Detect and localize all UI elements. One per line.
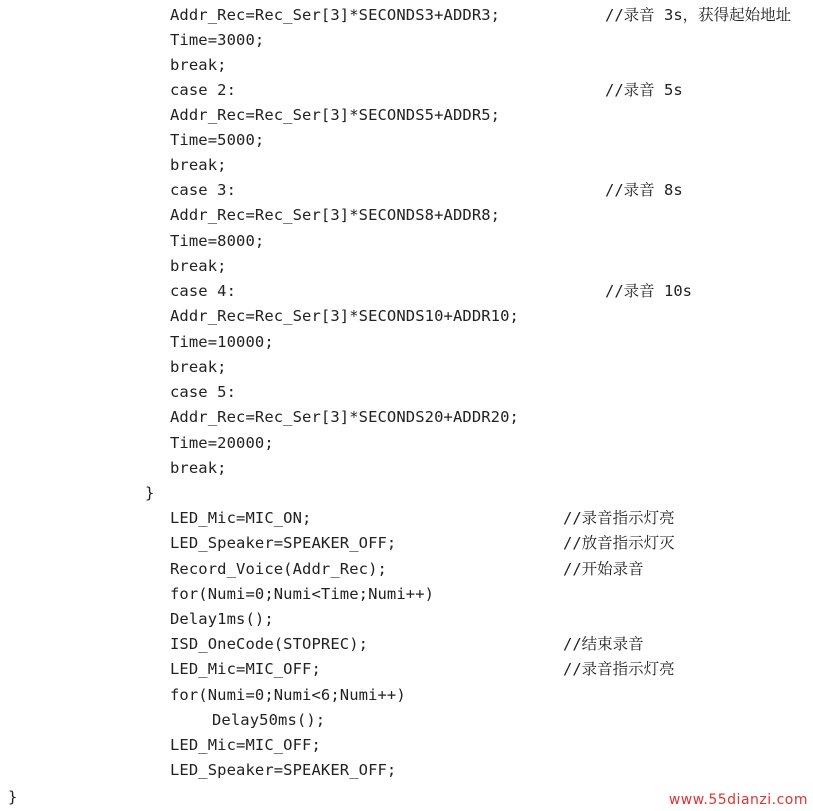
code-line: Time=20000;: [170, 434, 274, 452]
code-line: Addr_Rec=Rec_Ser[3]*SECONDS10+ADDR10;: [170, 307, 519, 325]
code-comment: //录音 3s，获得起始地址: [605, 6, 792, 24]
code-line: break;: [170, 56, 227, 74]
code-line: for(Numi=0;Numi<6;Numi++): [170, 686, 406, 704]
code-line: case 2:: [170, 81, 237, 99]
code-comment: //录音指示灯亮: [563, 509, 675, 527]
code-comment: //开始录音: [563, 560, 644, 578]
code-line: break;: [170, 459, 227, 477]
code-line: break;: [170, 257, 227, 275]
code-line: Record_Voice(Addr_Rec);: [170, 560, 387, 578]
code-line: case 4:: [170, 282, 237, 300]
closing-brace: }: [8, 788, 18, 806]
code-line: case 5:: [170, 383, 237, 401]
code-line: Time=10000;: [170, 333, 274, 351]
closing-brace: }: [145, 484, 155, 502]
code-line: Time=5000;: [170, 131, 265, 149]
code-line: Delay1ms();: [170, 610, 274, 628]
code-line: ISD_OneCode(STOPREC);: [170, 635, 369, 653]
code-comment: //放音指示灯灭: [563, 534, 675, 552]
code-comment: //录音 8s: [605, 181, 683, 199]
code-line: Addr_Rec=Rec_Ser[3]*SECONDS20+ADDR20;: [170, 408, 519, 426]
code-line: LED_Speaker=SPEAKER_OFF;: [170, 761, 397, 779]
code-line: break;: [170, 156, 227, 174]
code-line: case 3:: [170, 181, 237, 199]
code-line: LED_Mic=MIC_ON;: [170, 509, 312, 527]
code-line: break;: [170, 358, 227, 376]
watermark: www.55dianzi.com: [668, 792, 808, 808]
code-comment: //录音 10s: [605, 282, 692, 300]
code-line: Time=8000;: [170, 232, 265, 250]
code-line: Addr_Rec=Rec_Ser[3]*SECONDS8+ADDR8;: [170, 206, 501, 224]
code-line: LED_Mic=MIC_OFF;: [170, 660, 321, 678]
code-line: Addr_Rec=Rec_Ser[3]*SECONDS5+ADDR5;: [170, 106, 501, 124]
code-comment: //录音 5s: [605, 81, 683, 99]
code-comment: //录音指示灯亮: [563, 660, 675, 678]
code-line: Time=3000;: [170, 31, 265, 49]
code-line: LED_Speaker=SPEAKER_OFF;: [170, 534, 397, 552]
code-line: LED_Mic=MIC_OFF;: [170, 736, 321, 754]
code-line: Delay50ms();: [212, 711, 326, 729]
code-line: Addr_Rec=Rec_Ser[3]*SECONDS3+ADDR3;: [170, 6, 501, 24]
code-line: for(Numi=0;Numi<Time;Numi++): [170, 585, 435, 603]
code-comment: //结束录音: [563, 635, 644, 653]
